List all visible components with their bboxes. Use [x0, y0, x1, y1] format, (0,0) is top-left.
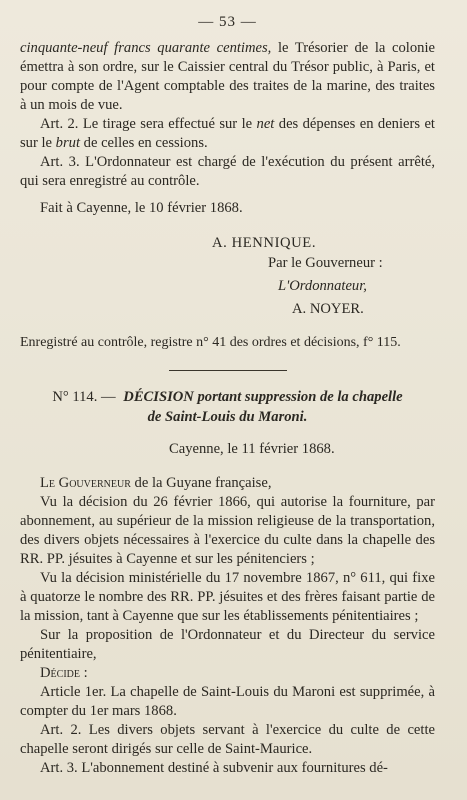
- signature-signer: A. NOYER.: [292, 301, 364, 317]
- page-number: — 53 —: [198, 14, 257, 30]
- article-3-decision: Art. 3. L'abonnement destiné à subvenir aux fournitures dé-: [40, 760, 388, 776]
- decision-title: [20, 387, 435, 427]
- amount-italic: cinquante-neuf francs quarante centimes,: [20, 40, 272, 56]
- register-line: Enregistré au contrôle, registre n° 41 des ordres et décisions, f° 115.: [20, 335, 401, 350]
- decide-heading: Décide :: [40, 665, 88, 681]
- gouverneur-label: Le Gouverneur: [40, 475, 131, 491]
- paragraph-continuation: [20, 39, 435, 115]
- signature-name: A. HENNIQUE.: [212, 235, 317, 251]
- article-2-part-a: Art. 2. Le tirage sera effectué sur le: [40, 116, 257, 132]
- article-2: [20, 115, 435, 153]
- article-1: Article 1er. La chapelle de Saint-Louis du Maroni est supprimée, à compter du 1er mars 1868.: [20, 684, 435, 719]
- decision-title-line1: DÉCISION portant suppression de la chapelle: [123, 389, 403, 405]
- article-2-part-c: de celles en cessions.: [80, 135, 208, 151]
- section-divider: [169, 370, 287, 371]
- article-2-brut: brut: [55, 135, 80, 151]
- signature-role: L'Ordonnateur,: [278, 278, 367, 294]
- decision-number: N° 114. —: [52, 389, 116, 405]
- article-2-decision: Art. 2. Les divers objets servant à l'exercice du culte de cette chapelle seront dirigés sur celle de Saint-Maurice.: [20, 722, 435, 757]
- gouverneur-rest: de la Guyane française,: [130, 475, 272, 491]
- article-2-net: net: [256, 116, 275, 132]
- signature-par: Par le Gouverneur :: [268, 255, 383, 271]
- vu-paragraph-2: Vu la décision ministérielle du 17 novembre 1867, n° 611, qui fixe à quatorze le nombre des RR. PP. jésuites et des frères faisant partie de la mission, tant à Cayenne que sur les établissements pénitentiaires ;: [20, 570, 435, 624]
- fait-line: Fait à Cayenne, le 10 février 1868.: [40, 200, 243, 216]
- dateline: Cayenne, le 11 février 1868.: [169, 441, 335, 457]
- gouverneur-line: [20, 474, 435, 493]
- sur-paragraph: Sur la proposition de l'Ordonnateur et du Directeur du service pénitentiaire,: [20, 627, 435, 662]
- article-2-part-b: des dépenses en deniers et sur le: [20, 116, 435, 151]
- paragraph-continuation-rest: le Trésorier de la colonie émettra à son ordre, sur le Caissier central du Trésor public, à Paris, et pour compte de l'Agent comptable des traites de la marine, des traites à un mois de vue.: [20, 40, 435, 113]
- article-3: Art. 3. L'Ordonnateur est chargé de l'exécution du présent arrêté, qui sera enregistré au contrôle.: [20, 154, 435, 189]
- decision-title-line2: de Saint-Louis du Maroni.: [147, 409, 308, 425]
- vu-paragraph-1: Vu la décision du 26 février 1866, qui autorise la fourniture, par abonnement, au supérieur de la mission religieuse de la transportation, des divers objets nécessaires à l'exercice du culte dans la chapelle des RR. PP. jésuites à Cayenne et sur les pénitenciers ;: [20, 494, 435, 567]
